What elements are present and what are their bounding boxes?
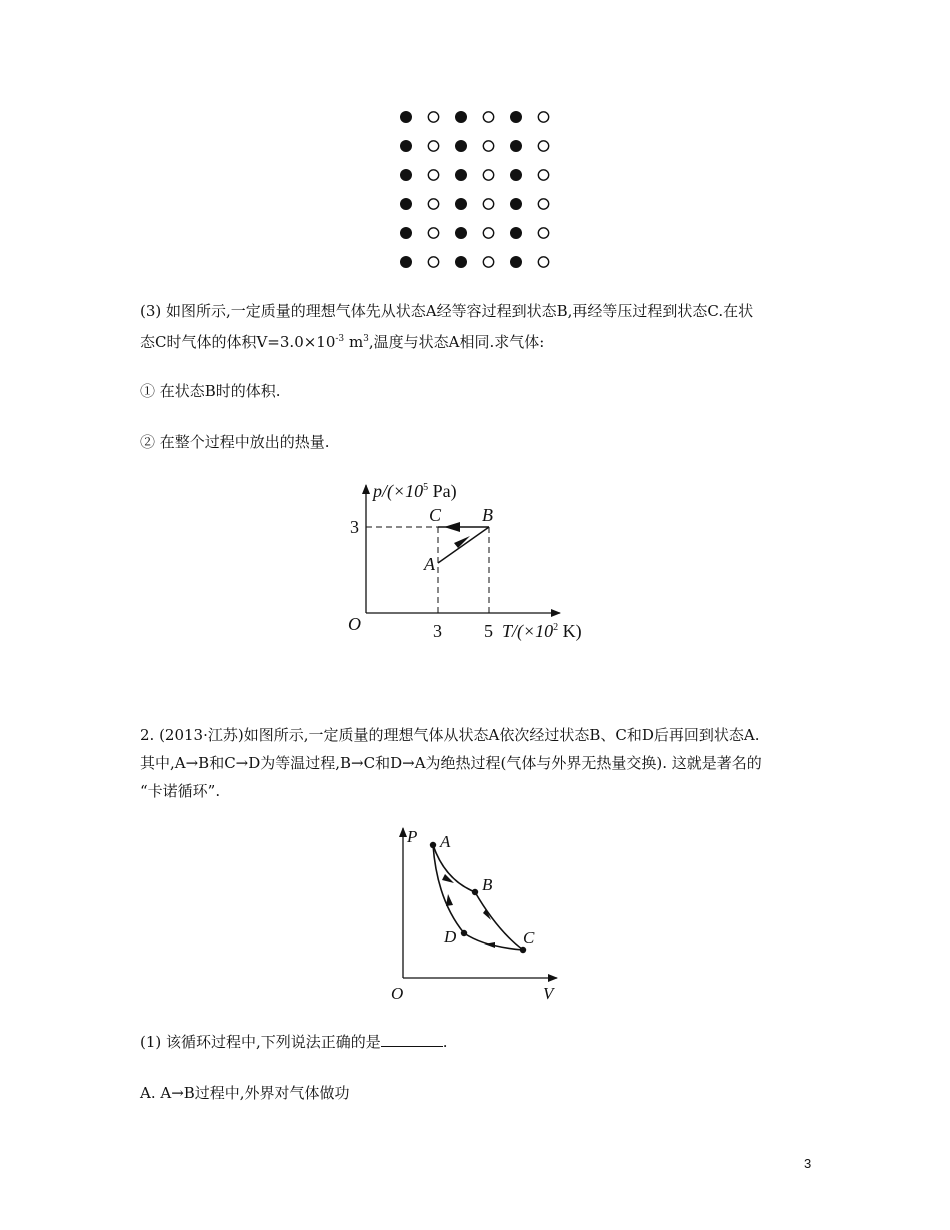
pv-point-b-label: B (482, 875, 493, 894)
q2-line3: “卡诺循环”. (140, 782, 221, 800)
q3-line2 (140, 325, 820, 356)
pv-arrow-a-b (442, 874, 454, 883)
pt-y-tick-3: 3 (350, 517, 359, 537)
pv-point-d (461, 930, 467, 936)
q3-line1: (3) 如图所示,一定质量的理想气体先从状态A经等容过程到状态B,再经等压过程到状态C.在状 (140, 302, 754, 320)
q3-sub1: ① 在状态B时的体积. (140, 382, 281, 400)
q3-condition-text: ,温度与状态A相同.求气体: (368, 333, 545, 351)
pv-origin: O (391, 984, 404, 1003)
pv-point-d-label: D (444, 927, 457, 946)
hollow-dot (483, 141, 493, 151)
filled-dot (510, 169, 522, 181)
pv-point-b (472, 889, 478, 895)
pt-process-a-b (438, 527, 489, 563)
pt-point-b-label: B (482, 505, 493, 525)
hollow-dot (428, 170, 438, 180)
hollow-dot (428, 141, 438, 151)
pv-point-c (520, 947, 526, 953)
option-a: A. A→B过程中,外界对气体做功 (140, 1084, 350, 1102)
hollow-dot (538, 141, 548, 151)
pv-curve-d-a (433, 845, 464, 933)
filled-dot (400, 227, 412, 239)
pt-x-tick-5: 5 (484, 621, 493, 641)
q2-sub1-text: (1) 该循环过程中,下列说法正确的是 (140, 1033, 381, 1051)
pt-point-c-label: C (429, 505, 442, 525)
pv-x-axis-label: V (543, 984, 554, 1003)
filled-dot (510, 140, 522, 152)
pt-y-axis-label: $p/(\times 10^5$ Pa) (373, 481, 457, 501)
q2-line2: 其中,A→B和C→D为等温过程,B→C和D→A为绝热过程(气体与外界无热量交换). 这就是著名的 (140, 754, 762, 772)
hollow-dot (483, 199, 493, 209)
hollow-dot (538, 170, 548, 180)
hollow-dot (538, 228, 548, 238)
filled-dot (400, 256, 412, 268)
filled-dot (510, 227, 522, 239)
filled-dot (400, 198, 412, 210)
q3-unit: m (344, 333, 364, 351)
q2-line1: 2. (2013·江苏)如图所示,一定质量的理想气体从状态A依次经过状态B、C和D后再回到状态A. (140, 726, 760, 744)
q3-unit-exponent: 3 (363, 334, 369, 344)
pv-y-axis-label: P (407, 827, 418, 846)
pt-x-axis-label: $T/(\times 10^2$ K) (502, 621, 582, 641)
filled-dot (455, 198, 467, 210)
pv-point-a (430, 842, 436, 848)
hollow-dot (428, 199, 438, 209)
pv-arrow-d-a (446, 894, 453, 906)
pt-x-tick-3: 3 (433, 621, 442, 641)
hollow-dot (428, 257, 438, 267)
hollow-dot (483, 112, 493, 122)
filled-dot (455, 140, 467, 152)
pv-graph (385, 820, 570, 1005)
q3-sub2: ② 在整个过程中放出的热量. (140, 433, 330, 451)
filled-dot (400, 140, 412, 152)
pt-origin: O (348, 614, 361, 634)
q3-exponent: -3 (335, 334, 345, 344)
answer-blank[interactable] (381, 1032, 443, 1047)
hollow-dot (538, 199, 548, 209)
pt-point-a-label: A (424, 554, 435, 574)
filled-dot (510, 198, 522, 210)
filled-dot (455, 111, 467, 123)
filled-dot (400, 111, 412, 123)
filled-dot (455, 256, 467, 268)
hollow-dot (483, 170, 493, 180)
q2-sub1 (140, 1028, 820, 1056)
filled-dot (510, 111, 522, 123)
filled-dot (400, 169, 412, 181)
hollow-dot (538, 112, 548, 122)
filled-dot (510, 256, 522, 268)
page-number: 3 (804, 1156, 812, 1171)
q3-volume-text: 态C时气体的体积V=3.0×10 (140, 333, 336, 351)
hollow-dot (428, 112, 438, 122)
hollow-dot (483, 257, 493, 267)
hollow-dot (538, 257, 548, 267)
dot-grid-figure (390, 105, 560, 275)
filled-dot (455, 227, 467, 239)
filled-dot (455, 169, 467, 181)
q2-sub1-end: . (442, 1033, 448, 1051)
hollow-dot (428, 228, 438, 238)
pt-arrow-b-c (444, 522, 460, 532)
pv-point-a-label: A (440, 832, 451, 851)
hollow-dot (483, 228, 493, 238)
pv-point-c-label: C (523, 928, 535, 947)
pt-graph (340, 475, 620, 650)
